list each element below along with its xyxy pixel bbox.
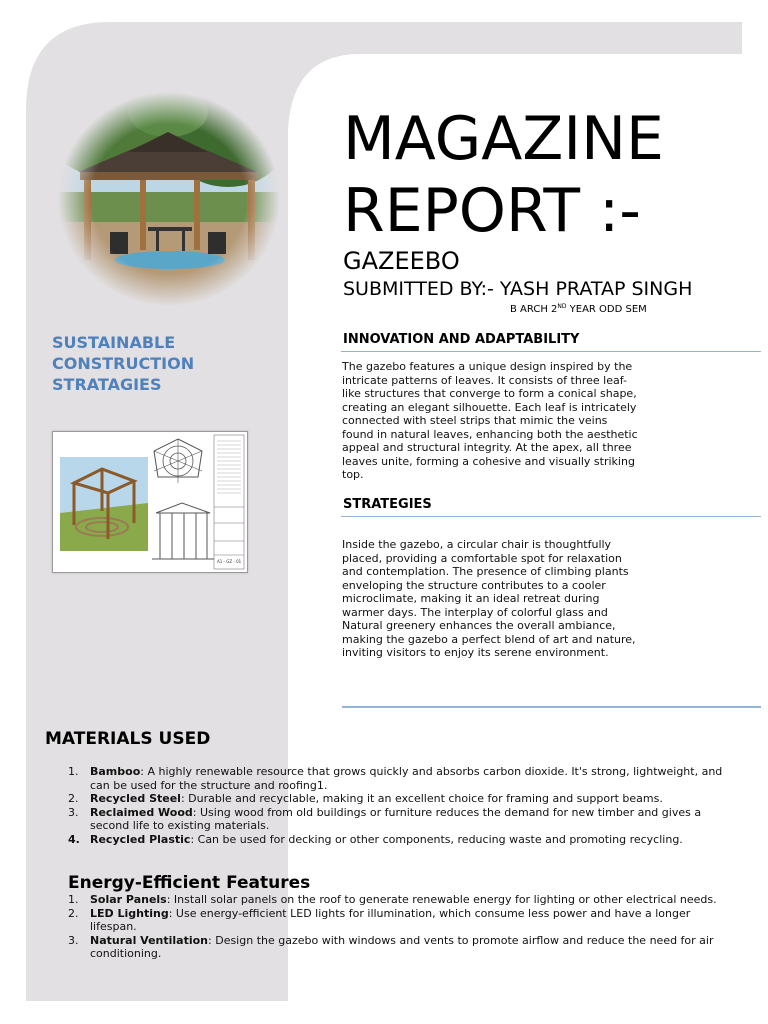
materials-heading: MATERIALS USED: [45, 729, 211, 749]
list-item: 2. Recycled Steel: Durable and recyclable, making it an excellent choice for framing and support beams.: [68, 792, 663, 805]
gazebo-photo: [58, 92, 280, 306]
sidebar-title-line: SUSTAINABLE: [52, 333, 176, 352]
section-heading-strategies: STRATEGIES: [343, 497, 432, 512]
section-divider: [341, 351, 761, 352]
sidebar-title: [52, 332, 194, 395]
report-title-line1: MAGAZINE: [343, 104, 664, 174]
sidebar-title-line: CONSTRUCTION: [52, 354, 195, 373]
materials-list: [68, 765, 723, 846]
list-item: 3. Reclaimed Wood: Using wood from old buildings or furniture reduces the demand for new timber and gives a second life to existing materials.: [68, 805, 702, 832]
list-item: 4. Recycled Plastic: Can be used for decking or other components, reducing waste and promoting recycling.: [68, 832, 683, 846]
strategies-paragraph: Inside the gazebo, a circular chair is thoughtfully placed, providing a comfortable spot for relaxation and contemplation. The presence of climbing plants enveloping the structure contributes to a cooler microclimate, making it an ideal retreat during warmer days. The interplay of colorful glass and Natural greenery enhances the overall ambiance, making the gazebo a perfect blend of art and nature, inviting visitors to enjoy its serene environment.: [342, 538, 636, 659]
bottom-divider: [342, 706, 761, 708]
list-item: 2. LED Lighting: Use energy-efficient LED lights for illumination, which consume less power and have a longer lifespan.: [68, 906, 691, 933]
list-item: 3. Natural Ventilation: Design the gazebo with windows and vents to promote airflow and reduce the need for air conditioning.: [68, 933, 714, 960]
list-item: 1. Solar Panels: Install solar panels on the roof to generate renewable energy for lighting or other electrical needs.: [68, 893, 717, 906]
submitted-by: SUBMITTED BY:- YASH PRATAP SINGH: [343, 278, 693, 300]
section-heading-innovation: INNOVATION AND ADAPTABILITY: [343, 332, 580, 347]
energy-heading: Energy-Efficient Features: [68, 873, 311, 893]
sheet-code: A1 - GZ - 01: [217, 559, 242, 564]
energy-list: [68, 893, 723, 961]
innovation-paragraph: The gazebo features a unique design inspired by the intricate patterns of leaves. It consists of three leaf-like structures that converge to form a conical shape, creating an elegant silhouette. Each leaf is intricately connected with steel strips that mimic the veins found in natural leaves, enhancing both the aesthetic appeal and structural integrity. At the apex, all three leaves unite, forming a cohesive and visually striking top.: [342, 360, 638, 481]
report-subtitle: GAZEEBO: [343, 247, 460, 275]
semester-line: B ARCH 2ND YEAR ODD SEM: [510, 303, 647, 315]
sidebar-title-line: STRATAGIES: [52, 375, 162, 394]
section-divider: [341, 516, 761, 517]
architectural-drawing-sheet: [52, 431, 248, 573]
list-item: 1. Bamboo: A highly renewable resource that grows quickly and absorbs carbon dioxide. It's strong, lightweight, and can be used for the structure and roofing1.: [68, 765, 723, 792]
report-title-line2: REPORT :-: [343, 176, 641, 246]
